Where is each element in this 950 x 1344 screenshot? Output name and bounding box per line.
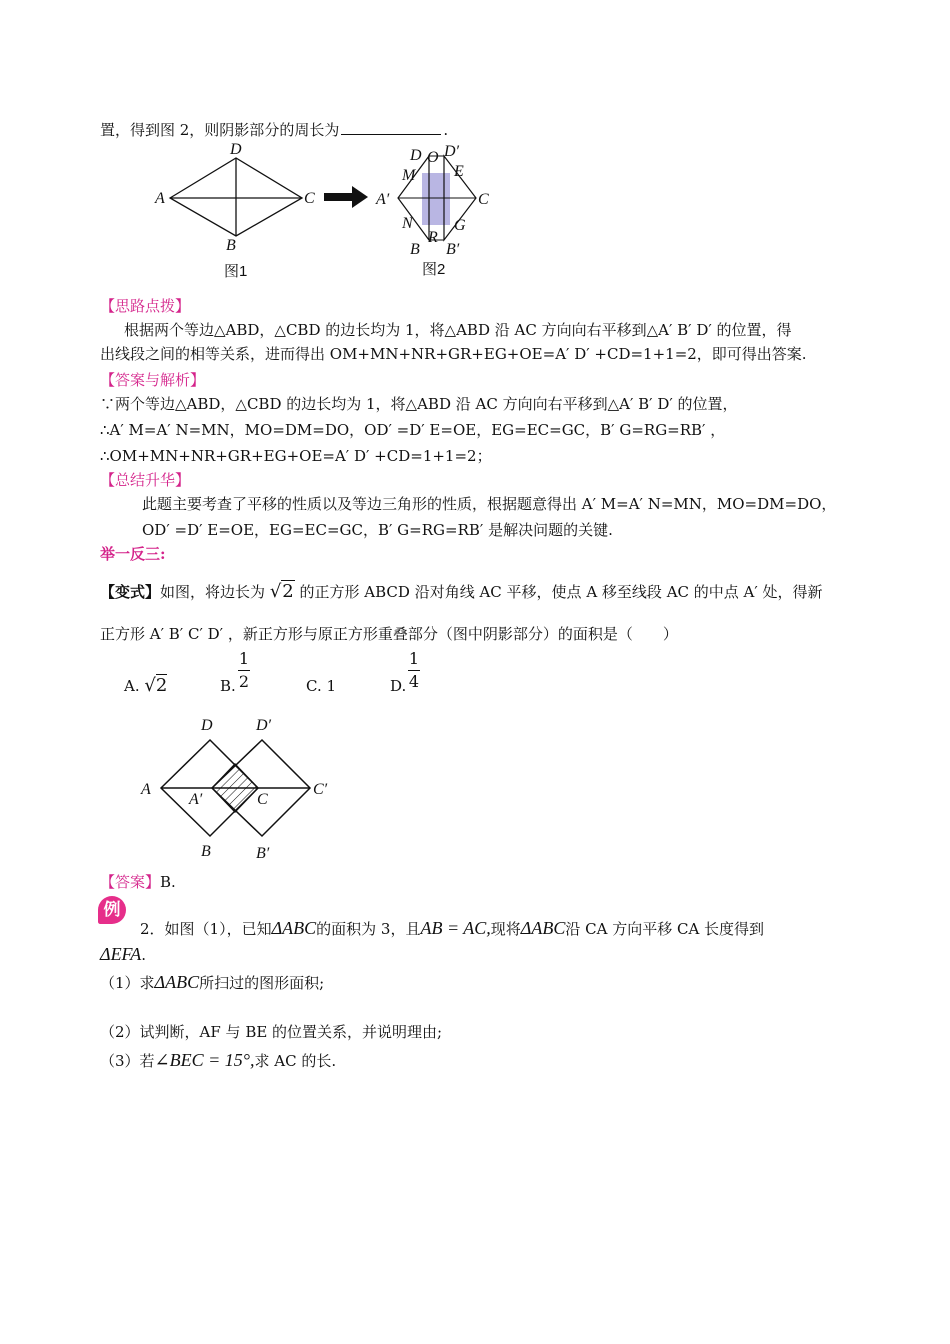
fig2-label-b: B — [410, 241, 420, 258]
fig2-label-ap: A′ — [376, 191, 390, 208]
fig1-label-a: A — [155, 190, 165, 207]
top-line: 置，得到图 2，则阴影部分的周长为 . — [100, 121, 449, 139]
hint-line-1: 根据两个等边△ABD，△CBD 的边长均为 1，将△ABD 沿 AC 方向向右平移到△A′ B′ D′ 的位置，得 — [124, 321, 792, 339]
variant-line-1: 【变式】如图，将边长为 √2 的正方形 ABCD 沿对角线 AC 平移，使点 A 移至线段 AC 的中点 A′ 处，得新 — [100, 581, 823, 602]
example-question-2: （2）试判断，AF 与 BE 的位置关系，并说明理由; — [100, 1023, 443, 1041]
answer-blank — [341, 120, 441, 135]
summary-line-1: 此题主要考查了平移的性质以及等边三角形的性质，根据题意得出 A′ M=A′ N=MN，MO=DM=DO， — [142, 495, 837, 513]
fig2-label-d: D — [410, 147, 422, 164]
answer-title: 【答案与解析】 — [100, 371, 206, 389]
variant-label-c: C — [257, 791, 268, 808]
fig2-label-g: G — [454, 217, 466, 234]
fig2-shaded-region — [422, 173, 450, 225]
fig1-label-c: C — [304, 190, 315, 207]
right-arrow-icon — [324, 186, 370, 208]
option-c: C. 1 — [306, 677, 337, 695]
fig2-label-bp: B′ — [446, 241, 460, 258]
example-question-1: （1）求ΔABC所扫过的图形面积; — [100, 972, 325, 992]
figure-2 — [372, 140, 502, 280]
variant-line-2: 正方形 A′ B′ C′ D′ ，新正方形与原正方形重叠部分（图中阴影部分）的面积是（ ） — [100, 625, 678, 643]
fig1-label-d: D — [230, 141, 242, 158]
variant-label-d: D — [201, 717, 213, 734]
hint-line-2: 出线段之间的相等关系，进而得出 OM+MN+NR+GR+EG+OE=A′ D′ +CD=1+1=2，即可得出答案. — [100, 345, 807, 363]
fig2-label-c: C — [478, 191, 489, 208]
answer-line-1: ∵两个等边△ABD，△CBD 的边长均为 1，将△ABD 沿 AC 方向向右平移到△A′ B′ D′ 的位置， — [100, 395, 738, 413]
top-line-text: 置，得到图 2，则阴影部分的周长为 — [100, 121, 340, 139]
summary-title: 【总结升华】 — [100, 471, 191, 489]
fig2-label-o: O — [427, 149, 439, 166]
fig2-label-dp: D′ — [444, 143, 460, 160]
option-b-label: B. — [220, 677, 236, 695]
hint-title: 【思路点拨】 — [100, 297, 191, 315]
variant-label-a: A — [141, 781, 151, 798]
variant-label-b: B — [201, 843, 211, 860]
variant-answer: 【答案】B. — [100, 873, 176, 891]
fig2-label-m: M — [402, 167, 416, 184]
option-d-fraction: 1 4 — [408, 649, 420, 691]
example-line-1: 2．如图（1），已知ΔABC的面积为 3，且AB = AC,现将ΔABC沿 CA 方向平移 CA 长度得到 — [140, 918, 765, 938]
fig1-caption: 图1 — [224, 263, 248, 280]
example-badge: 例 — [98, 896, 126, 924]
variant-figure — [135, 712, 345, 864]
option-d-label: D. — [390, 677, 407, 695]
fig2-label-e: E — [454, 163, 464, 180]
fig1-label-b: B — [226, 237, 236, 254]
variant-heading: 举一反三: — [100, 545, 166, 563]
variant-label-dp: D′ — [256, 717, 272, 734]
sqrt-2-value: 2 — [282, 581, 294, 602]
fig2-caption: 图2 — [422, 261, 446, 278]
answer-line-2: ∴A′ M=A′ N=MN，MO=DM=DO，OD′ =D′ E=OE，EG=EC=GC，B′ G=RG=RB′ ， — [100, 421, 726, 439]
summary-line-2: OD′ =D′ E=OE，EG=EC=GC，B′ G=RG=RB′ 是解决问题的关键. — [142, 521, 613, 539]
option-b-fraction: 1 2 — [238, 649, 250, 691]
fig2-label-r: R — [428, 229, 438, 246]
example-question-3: （3）若∠BEC = 15°,求 AC 的长. — [100, 1050, 337, 1070]
answer-line-3: ∴OM+MN+NR+GR+EG+OE=A′ D′ +CD=1+1=2； — [100, 447, 492, 465]
figure-1 — [150, 138, 325, 283]
fig2-label-n: N — [402, 215, 413, 232]
example-line-2: ΔEFA. — [100, 944, 147, 964]
variant-label-bp: B′ — [256, 845, 270, 862]
option-a: A. √2 — [124, 675, 168, 696]
variant-label-ap: A′ — [189, 791, 203, 808]
variant-label-cp: C′ — [313, 781, 328, 798]
